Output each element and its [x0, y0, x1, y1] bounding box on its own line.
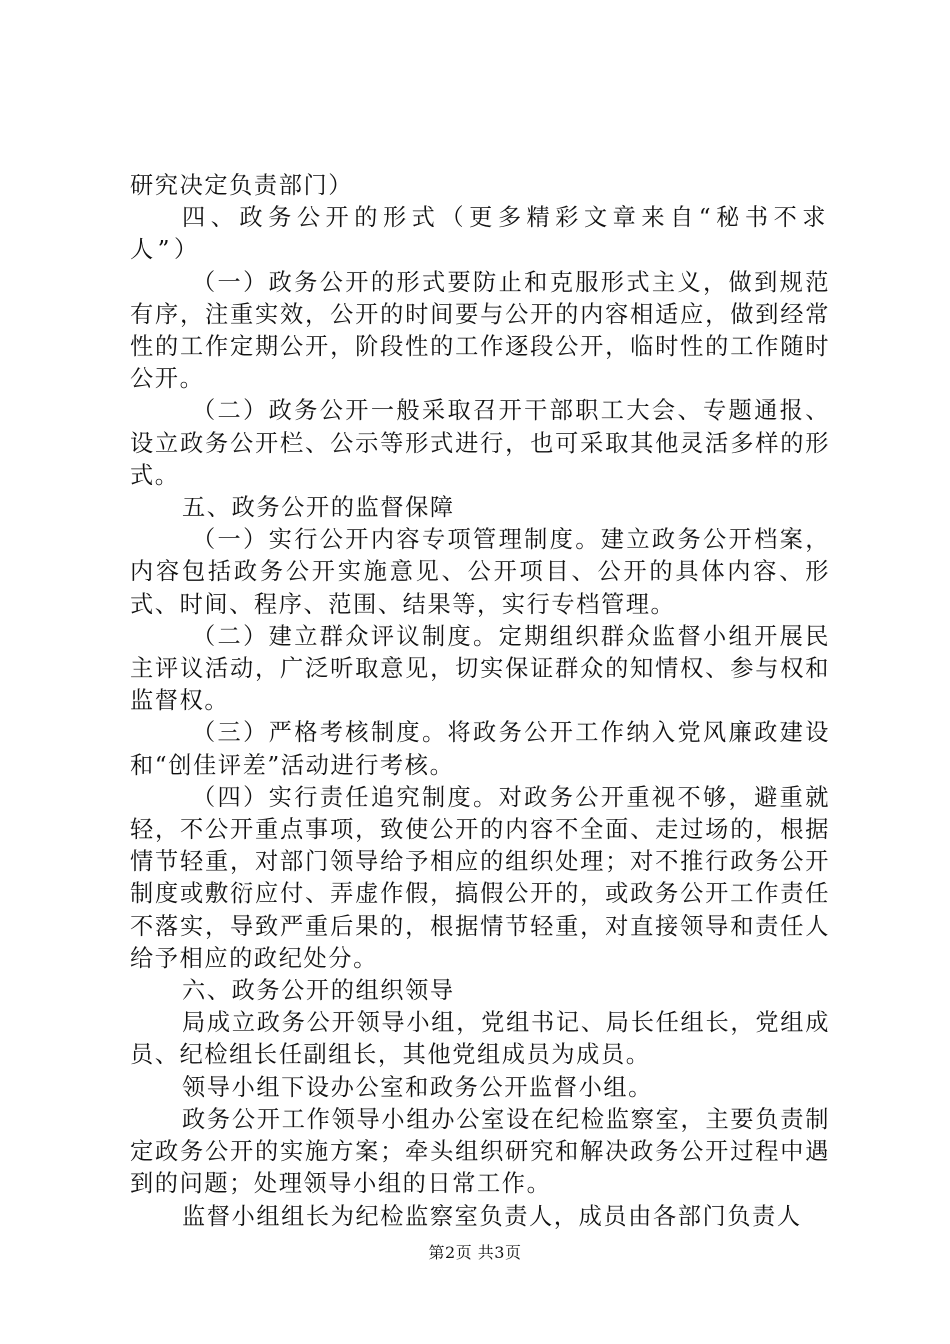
paragraph-five-three: （三）严格考核制度。将政务公开工作纳入党风廉政建设和“创佳评差”活动进行考核。 [130, 719, 830, 779]
paragraph-six-four: 监督小组组长为纪检监察室负责人，成员由各部门负责人 [182, 1202, 802, 1230]
paragraph-six-two: 领导小组下设办公室和政务公开监督小组。 [182, 1073, 653, 1101]
paragraph-four-two: （二）政务公开一般采取召开干部职工大会、专题通报、设立政务公开栏、公示等形式进行，也可采取其他灵活多样的形式。 [130, 397, 830, 489]
paragraph-five-two: （二）建立群众评议制度。定期组织群众监督小组开展民主评议活动，广泛听取意见，切实保证群众的知情权、参与权和监督权。 [130, 622, 830, 715]
paragraph-five-one: （一）实行公开内容专项管理制度。建立政务公开档案，内容包括政务公开实施意见、公开项目、公开的具体内容、形式、时间、程序、范围、结果等，实行专档管理。 [130, 526, 830, 618]
paragraph-five-four: （四）实行责任追究制度。对政务公开重视不够，避重就轻，不公开重点事项，致使公开的内容不全面、走过场的，根据情节轻重，对部门领导给予相应的组织处理；对不推行政务公开制度或敷衍应付、弄虚作假，搞假公开的，或政务公开工作责任不落实，导致严重后果的，根据情节轻重，对直接领导和责任人给予相应的政纪处分。 [130, 783, 830, 972]
paragraph-six-three: 政务公开工作领导小组办公室设在纪检监察室，主要负责制定政务公开的实施方案；牵头组织研究和解决政务公开过程中遇到的问题；处理领导小组的日常工作。 [130, 1105, 830, 1198]
paragraph-four-one: （一）政务公开的形式要防止和克服形式主义，做到规范有序，注重实效，公开的时间要与公开的内容相适应，做到经常性的工作定期公开，阶段性的工作逐段公开，临时性的工作随时公开。 [130, 268, 830, 393]
paragraph-continuation: 研究决定负责部门） [130, 172, 354, 199]
document-body [130, 170, 830, 1233]
section-heading-six: 六、政务公开的组织领导 [182, 977, 455, 1005]
paragraph-six-one: 局成立政务公开领导小组，党组书记、局长任组长，党组成员、纪检组长任副组长，其他党组成员为成员。 [130, 1009, 830, 1069]
section-heading-five: 五、政务公开的监督保障 [182, 494, 455, 522]
section-heading-four: 四、政务公开的形式（更多精彩文章来自“秘书不求人”） [130, 204, 830, 264]
page-number-footer: 第2页 共3页 [428, 1243, 522, 1262]
